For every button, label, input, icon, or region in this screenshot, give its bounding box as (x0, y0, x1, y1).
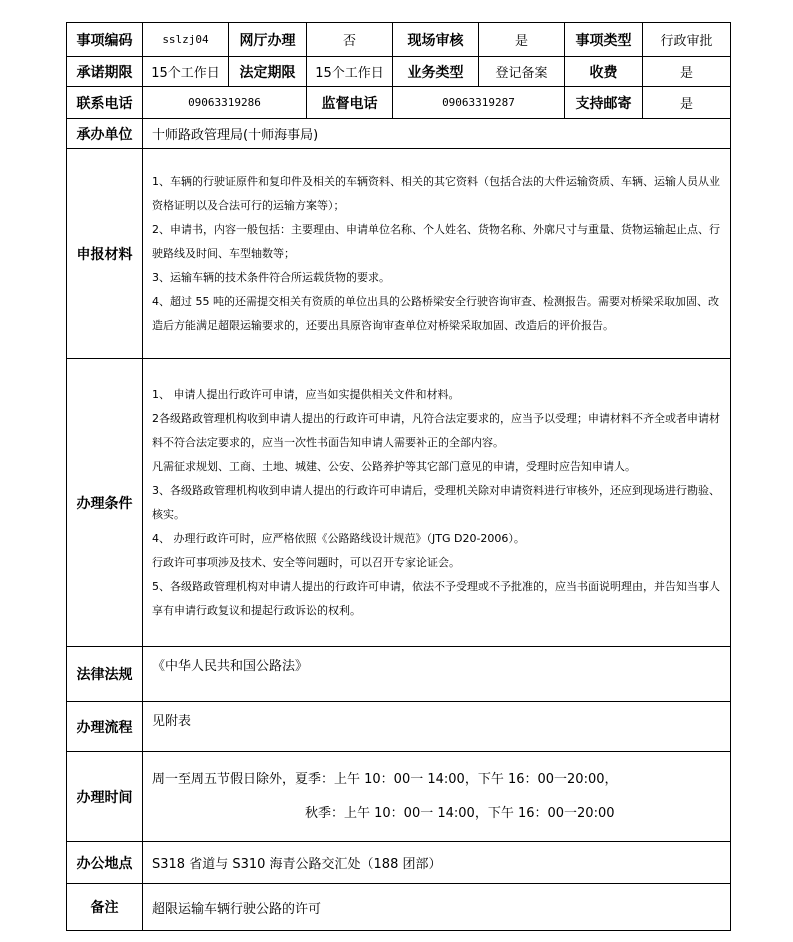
row-unit (67, 119, 731, 149)
type-value: 行政审批 (643, 23, 731, 57)
materials-label: 申报材料 (67, 149, 143, 359)
row-basic-2 (67, 57, 731, 87)
conditions-item: 1、 申请人提出行政许可申请，应当如实提供相关文件和材料。 (152, 387, 460, 401)
remark-label: 备注 (67, 884, 143, 931)
hours-line-summer: 周一至周五节假日除外，夏季：上午 10：00一 14:00，下午 16：00一20:00， (152, 771, 618, 787)
fee-label: 收费 (565, 57, 643, 87)
fee-value: 是 (643, 57, 731, 87)
row-materials (67, 149, 731, 359)
unit-value: 十师路政管理局(十师海事局) (143, 119, 731, 149)
legal-label: 法定期限 (229, 57, 307, 87)
onsite-label: 现场审核 (393, 23, 479, 57)
row-location (67, 842, 731, 884)
row-remark (67, 884, 731, 931)
hours-label: 办理时间 (67, 752, 143, 842)
location-label: 办公地点 (67, 842, 143, 884)
row-hours (67, 752, 731, 842)
materials-item: 3、运输车辆的技术条件符合所运载货物的要求。 (152, 270, 390, 284)
row-contact (67, 87, 731, 119)
process-value: 见附表 (143, 702, 731, 752)
location-value: S318 省道与 S310 海青公路交汇处（188 团部） (143, 842, 731, 884)
hours-content (143, 752, 731, 842)
code-label: 事项编码 (67, 23, 143, 57)
conditions-item: 凡需征求规划、工商、土地、城建、公安、公路养护等其它部门意见的申请，受理时应告知申请人。 (152, 459, 636, 473)
type-label: 事项类型 (565, 23, 643, 57)
remark-value: 超限运输车辆行驶公路的许可 (143, 884, 731, 931)
supervise-value: 09063319287 (393, 87, 565, 119)
conditions-item: 3、各级路政管理机构收到申请人提出的行政许可申请后，受理机关除对申请资料进行审核外，还应到现场进行勘验、核实。 (152, 483, 720, 521)
hours-line-autumn: 秋季：上午 10：00一 14:00，下午 16：00一20:00 (305, 805, 615, 821)
conditions-item: 5、各级路政管理机构对申请人提出的行政许可申请，依法不予受理或不予批准的，应当书面说明理由，并告知当事人享有申请行政复议和提起行政诉讼的权利。 (152, 579, 720, 617)
mail-label: 支持邮寄 (565, 87, 643, 119)
row-law (67, 647, 731, 702)
materials-item: 2、申请书，内容一般包括：主要理由、申请单位名称、个人姓名、货物名称、外廓尺寸与重量、货物运输起止点、行驶路线及时间、车型轴数等； (152, 222, 720, 260)
conditions-label: 办理条件 (67, 359, 143, 647)
phone-value: 09063319286 (143, 87, 307, 119)
law-label: 法律法规 (67, 647, 143, 702)
process-label: 办理流程 (67, 702, 143, 752)
conditions-item: 行政许可事项涉及技术、安全等问题时，可以召开专家论证会。 (152, 555, 460, 569)
materials-content (143, 149, 731, 359)
online-value: 否 (307, 23, 393, 57)
unit-label: 承办单位 (67, 119, 143, 149)
mail-value: 是 (643, 87, 731, 119)
phone-label: 联系电话 (67, 87, 143, 119)
code-value: sslzj04 (143, 23, 229, 57)
online-label: 网厅办理 (229, 23, 307, 57)
conditions-item: 4、 办理行政许可时，应严格依照《公路路线设计规范》（JTG D20-2006）。 (152, 531, 525, 545)
legal-value: 15个工作日 (307, 57, 393, 87)
row-basic-1 (67, 23, 731, 57)
biz-label: 业务类型 (393, 57, 479, 87)
row-process (67, 702, 731, 752)
conditions-item: 2各级路政管理机构收到申请人提出的行政许可申请，凡符合法定要求的，应当予以受理；申请材料不齐全或者申请材料不符合法定要求的，应当一次性书面告知申请人需要补正的全部内容。 (152, 411, 720, 449)
matter-info-table (66, 22, 731, 931)
supervise-label: 监督电话 (307, 87, 393, 119)
biz-value: 登记备案 (479, 57, 565, 87)
row-conditions (67, 359, 731, 647)
promise-label: 承诺期限 (67, 57, 143, 87)
law-value: 《中华人民共和国公路法》 (143, 647, 731, 702)
onsite-value: 是 (479, 23, 565, 57)
materials-item: 4、超过 55 吨的还需提交相关有资质的单位出具的公路桥梁安全行驶咨询审查、检测报告。需要对桥梁采取加固、改造后方能满足超限运输要求的，还要出具原咨询审查单位对桥梁采取加固、改造后的评价报告。 (152, 294, 719, 332)
conditions-content (143, 359, 731, 647)
promise-value: 15个工作日 (143, 57, 229, 87)
materials-item: 1、车辆的行驶证原件和复印件及相关的车辆资料、相关的其它资料（包括合法的大件运输资质、车辆、运输人员从业资格证明以及合法可行的运输方案等）； (152, 174, 720, 212)
